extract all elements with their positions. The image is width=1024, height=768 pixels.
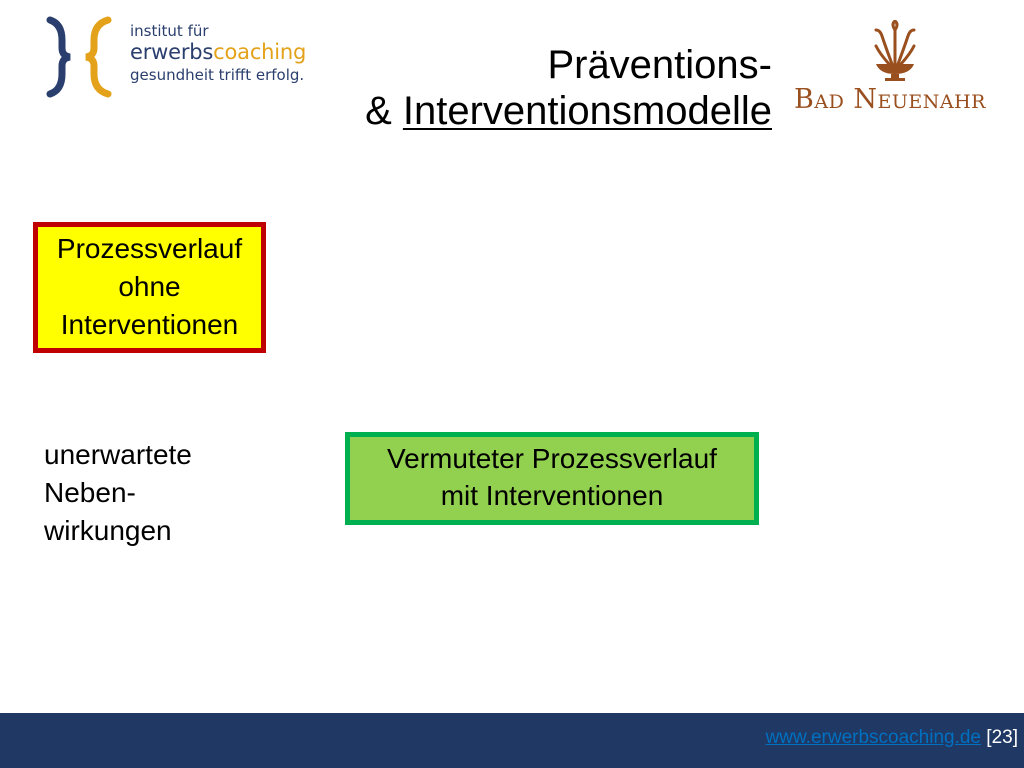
title-ampersand: & <box>365 89 403 133</box>
logo-line-institut: institut für <box>130 22 209 40</box>
logo-text <box>130 24 306 83</box>
title-line-1: Präventions- <box>547 43 772 87</box>
process-with-interventions-box <box>345 432 759 525</box>
brackets-logo-icon <box>44 16 116 98</box>
red-box-line-1: Prozessverlauf <box>56 233 243 264</box>
side-text-line-3: wirkungen <box>44 515 172 546</box>
footer-bar <box>0 713 1024 768</box>
title-line-2 <box>365 88 772 134</box>
side-effects-text <box>44 436 192 550</box>
red-box-line-3: Interventionen <box>60 309 239 340</box>
red-box-line-2: ohne <box>118 271 181 302</box>
page-number: [23] <box>986 727 1018 748</box>
footer-text <box>766 727 1018 749</box>
title-underlined-word: Interventionsmodelle <box>402 89 772 133</box>
bad-neuenahr-text: Bad Neuenahr <box>794 84 986 115</box>
side-text-line-2: Neben- <box>44 477 136 508</box>
green-box-line-2: mit Interventionen <box>440 480 664 511</box>
erwerbscoaching-logo <box>44 14 334 100</box>
green-box-line-1: Vermuteter Prozessverlauf <box>387 443 717 474</box>
side-text-line-1: unerwartete <box>44 439 192 470</box>
website-link[interactable]: www.erwerbscoaching.de <box>765 727 982 748</box>
logo-coaching: coaching <box>213 40 307 64</box>
bad-neuenahr-logo <box>790 20 1000 120</box>
logo-line-tagline: gesundheit trifft erfolg. <box>130 66 305 84</box>
process-without-interventions-box <box>33 222 266 353</box>
logo-line-erwerbscoaching <box>130 42 306 63</box>
logo-erwerbs: erwerbs <box>130 40 214 64</box>
fountain-icon <box>870 20 920 82</box>
slide-title <box>365 42 772 134</box>
